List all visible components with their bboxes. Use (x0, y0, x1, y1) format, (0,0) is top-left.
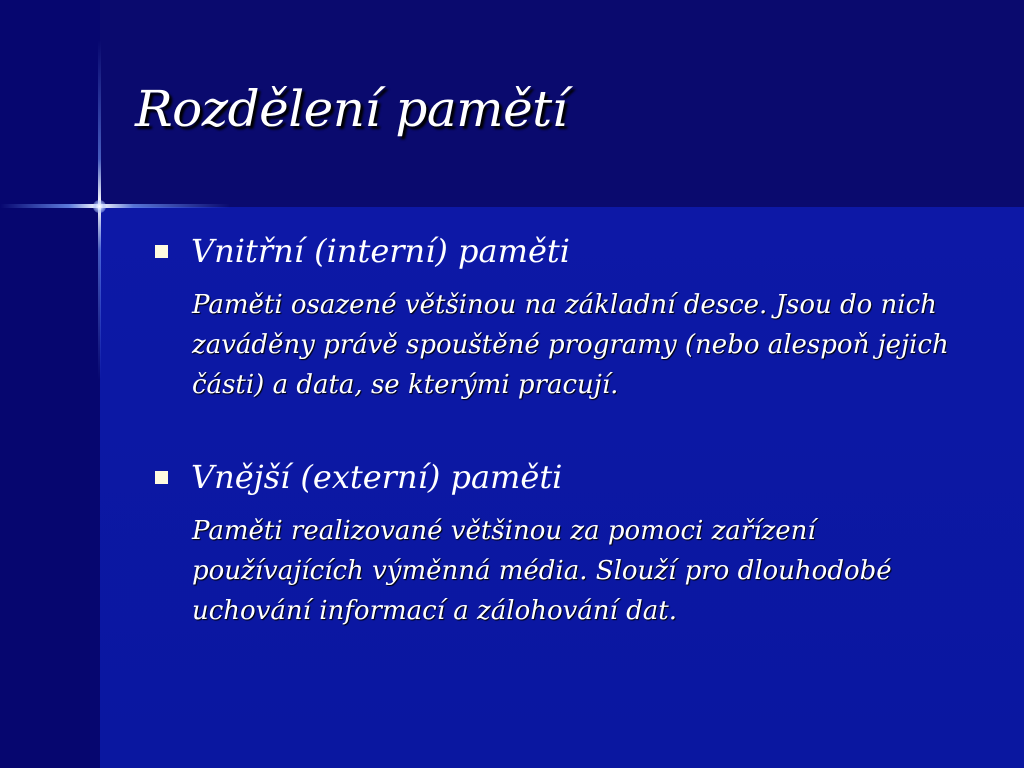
left-decorative-band (0, 0, 100, 768)
bullet-item-internal-memory (155, 232, 570, 270)
bullet-heading: Vnitřní (interní) paměti (191, 232, 570, 270)
horizontal-light-flare (0, 204, 230, 208)
slide-title: Rozdělení pamětí (135, 80, 568, 138)
square-bullet-icon (155, 245, 168, 258)
square-bullet-icon (155, 471, 168, 484)
bullet-item-external-memory (155, 458, 562, 496)
bullet-description: Paměti realizované většinou za pomoci zařízení používajících výměnná média. Slouží pro dlouhodobé uchování informací a zálohování dat. (192, 516, 892, 626)
bullet-description: Paměti osazené většinou na základní desce. Jsou do nich zaváděny právě spouštěné programy (nebo alespoň jejich části) a data, se kterými pracují. (192, 290, 949, 400)
bullet-heading: Vnější (externí) paměti (191, 458, 563, 496)
star-flare-icon (93, 200, 106, 213)
